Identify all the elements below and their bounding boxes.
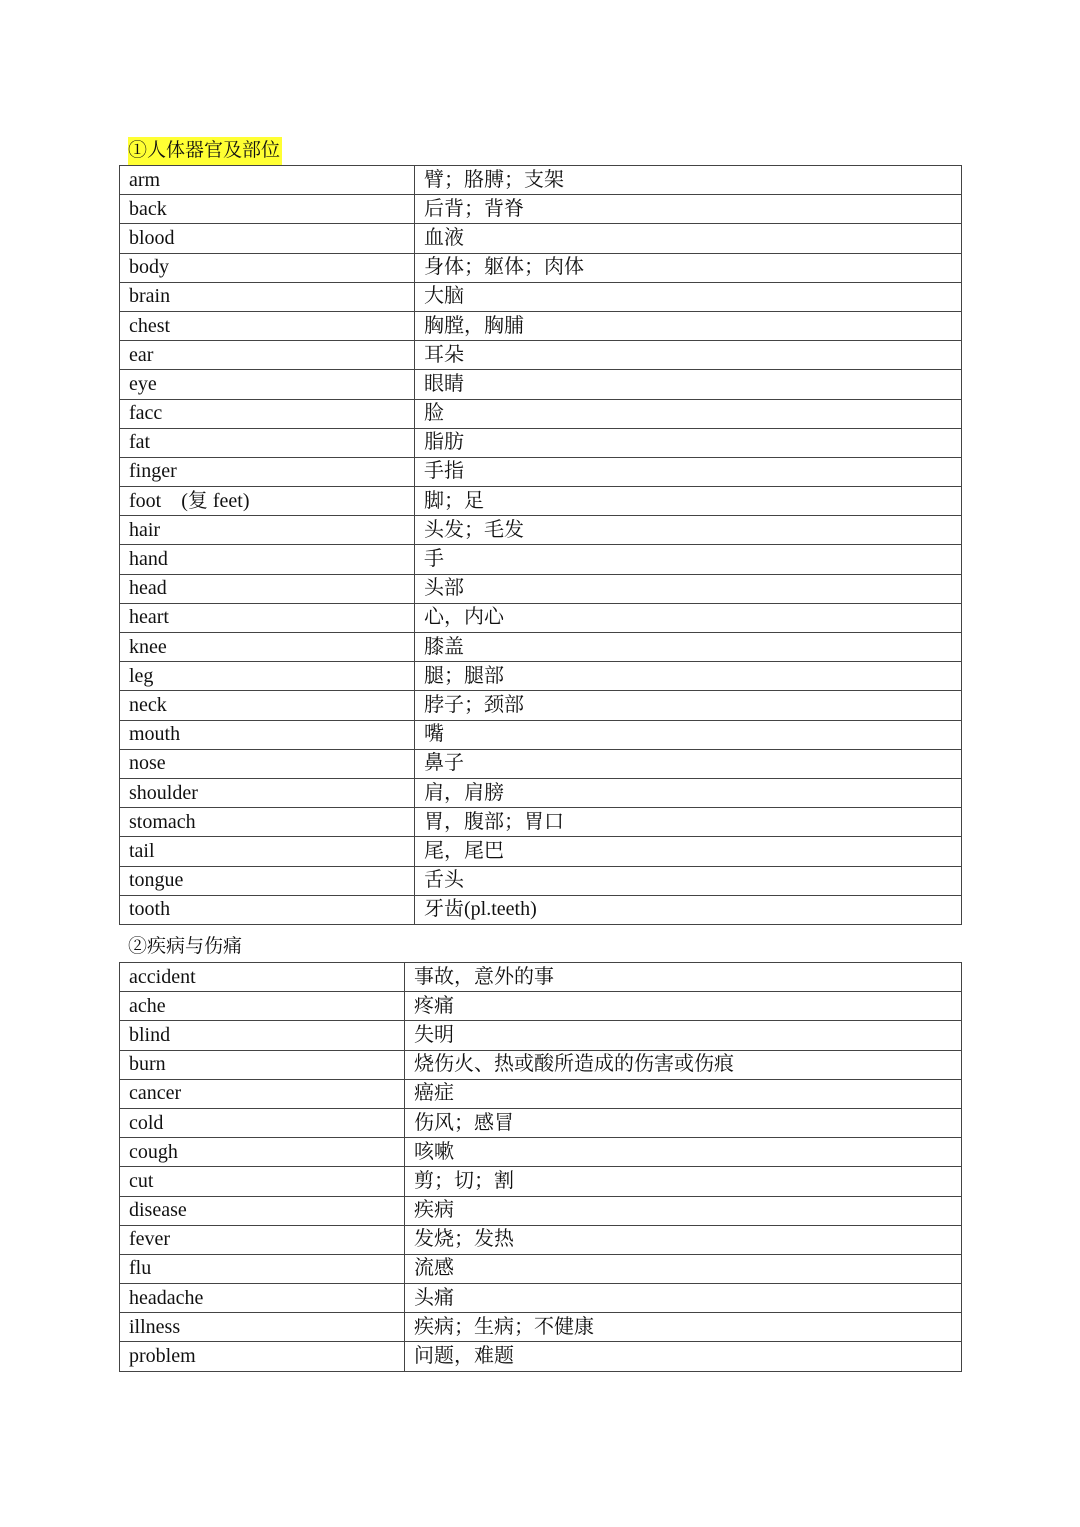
chinese-meaning-cell: 腿；腿部: [415, 662, 962, 691]
english-word-cell: ache: [120, 992, 405, 1021]
english-word-cell: chest: [120, 311, 415, 340]
english-word-cell: nose: [120, 749, 415, 778]
english-word-cell: cold: [120, 1108, 405, 1137]
english-word-cell: illness: [120, 1313, 405, 1342]
chinese-meaning-cell: 发烧；发热: [405, 1225, 962, 1254]
table-row: [120, 1196, 962, 1225]
table-row: [120, 1284, 962, 1313]
table-row: [120, 778, 962, 807]
vocab-table-body-parts: [119, 165, 962, 925]
english-word-cell: shoulder: [120, 778, 415, 807]
table-row: [120, 487, 962, 516]
english-word-cell: tongue: [120, 866, 415, 895]
table-row: [120, 166, 962, 195]
english-word-cell: neck: [120, 691, 415, 720]
chinese-meaning-cell: 头发；毛发: [415, 516, 962, 545]
english-word-cell: headache: [120, 1284, 405, 1313]
chinese-meaning-cell: 头痛: [405, 1284, 962, 1313]
english-word-cell: hair: [120, 516, 415, 545]
chinese-meaning-cell: 血液: [415, 224, 962, 253]
chinese-meaning-cell: 鼻子: [415, 749, 962, 778]
chinese-meaning-cell: 耳朵: [415, 341, 962, 370]
table-row: [120, 1167, 962, 1196]
table-row: [120, 1138, 962, 1167]
chinese-meaning-cell: 臂；胳膊；支架: [415, 166, 962, 195]
english-word-cell: brain: [120, 282, 415, 311]
english-word-cell: fever: [120, 1225, 405, 1254]
chinese-meaning-cell: 手: [415, 545, 962, 574]
table-row: [120, 311, 962, 340]
section-title-body-parts: ①人体器官及部位: [128, 137, 282, 165]
table-row: [120, 399, 962, 428]
chinese-meaning-cell: 事故，意外的事: [405, 963, 962, 992]
chinese-meaning-cell: 肩，肩膀: [415, 778, 962, 807]
english-word-cell: cancer: [120, 1079, 405, 1108]
chinese-meaning-cell: 疾病；生病；不健康: [405, 1313, 962, 1342]
english-word-cell: blind: [120, 1021, 405, 1050]
table-row: [120, 866, 962, 895]
english-word-cell: eye: [120, 370, 415, 399]
table-row: [120, 195, 962, 224]
table-row: [120, 691, 962, 720]
chinese-meaning-cell: 癌症: [405, 1079, 962, 1108]
vocab-table-diseases: [119, 962, 962, 1372]
chinese-meaning-cell: 流感: [405, 1254, 962, 1283]
table-row: [120, 895, 962, 924]
chinese-meaning-cell: 身体；躯体；肉体: [415, 253, 962, 282]
english-word-cell: facc: [120, 399, 415, 428]
chinese-meaning-cell: 大脑: [415, 282, 962, 311]
table-row: [120, 633, 962, 662]
table-row: [120, 282, 962, 311]
chinese-meaning-cell: 尾，尾巴: [415, 837, 962, 866]
table-row: [120, 370, 962, 399]
chinese-meaning-cell: 心，内心: [415, 603, 962, 632]
english-word-cell: blood: [120, 224, 415, 253]
english-word-cell: accident: [120, 963, 405, 992]
table-row: [120, 574, 962, 603]
english-word-cell: arm: [120, 166, 415, 195]
table-row: [120, 1225, 962, 1254]
chinese-meaning-cell: 手指: [415, 457, 962, 486]
table-row: [120, 749, 962, 778]
table-row: [120, 662, 962, 691]
table-row: [120, 1254, 962, 1283]
english-word-cell: foot (复 feet): [120, 487, 415, 516]
english-word-cell: body: [120, 253, 415, 282]
chinese-meaning-cell: 咳嗽: [405, 1138, 962, 1167]
table-row: [120, 720, 962, 749]
chinese-meaning-cell: 脖子；颈部: [415, 691, 962, 720]
english-word-cell: cough: [120, 1138, 405, 1167]
chinese-meaning-cell: 伤风；感冒: [405, 1108, 962, 1137]
table-row: [120, 1050, 962, 1079]
english-word-cell: hand: [120, 545, 415, 574]
chinese-meaning-cell: 头部: [415, 574, 962, 603]
english-word-cell: finger: [120, 457, 415, 486]
section-title-diseases: ②疾病与伤痛: [128, 936, 243, 957]
english-word-cell: fat: [120, 428, 415, 457]
english-word-cell: disease: [120, 1196, 405, 1225]
table-row: [120, 837, 962, 866]
table-row: [120, 603, 962, 632]
chinese-meaning-cell: 膝盖: [415, 633, 962, 662]
chinese-meaning-cell: 脂肪: [415, 428, 962, 457]
table-row: [120, 516, 962, 545]
english-word-cell: knee: [120, 633, 415, 662]
english-word-cell: burn: [120, 1050, 405, 1079]
table-row: [120, 1342, 962, 1371]
english-word-cell: back: [120, 195, 415, 224]
chinese-meaning-cell: 脸: [415, 399, 962, 428]
table-row: [120, 992, 962, 1021]
english-word-cell: tooth: [120, 895, 415, 924]
english-word-cell: cut: [120, 1167, 405, 1196]
english-word-cell: heart: [120, 603, 415, 632]
chinese-meaning-cell: 眼睛: [415, 370, 962, 399]
chinese-meaning-cell: 胸膛，胸脯: [415, 311, 962, 340]
chinese-meaning-cell: 疾病: [405, 1196, 962, 1225]
table-row: [120, 963, 962, 992]
chinese-meaning-cell: 问题，难题: [405, 1342, 962, 1371]
chinese-meaning-cell: 烧伤火、热或酸所造成的伤害或伤痕: [405, 1050, 962, 1079]
table-row: [120, 224, 962, 253]
table-row: [120, 808, 962, 837]
english-word-cell: leg: [120, 662, 415, 691]
chinese-meaning-cell: 后背；背脊: [415, 195, 962, 224]
table-row: [120, 545, 962, 574]
chinese-meaning-cell: 脚；足: [415, 487, 962, 516]
chinese-meaning-cell: 舌头: [415, 866, 962, 895]
chinese-meaning-cell: 胃，腹部；胃口: [415, 808, 962, 837]
english-word-cell: tail: [120, 837, 415, 866]
english-word-cell: flu: [120, 1254, 405, 1283]
english-word-cell: stomach: [120, 808, 415, 837]
english-word-cell: mouth: [120, 720, 415, 749]
table-row: [120, 457, 962, 486]
table-row: [120, 253, 962, 282]
table-row: [120, 1313, 962, 1342]
english-word-cell: ear: [120, 341, 415, 370]
chinese-meaning-cell: 疼痛: [405, 992, 962, 1021]
table-row: [120, 428, 962, 457]
chinese-meaning-cell: 失明: [405, 1021, 962, 1050]
table-row: [120, 1021, 962, 1050]
chinese-meaning-cell: 嘴: [415, 720, 962, 749]
table-row: [120, 1079, 962, 1108]
chinese-meaning-cell: 剪；切；割: [405, 1167, 962, 1196]
chinese-meaning-cell: 牙齿(pl.teeth): [415, 895, 962, 924]
table-row: [120, 1108, 962, 1137]
table-row: [120, 341, 962, 370]
english-word-cell: head: [120, 574, 415, 603]
english-word-cell: problem: [120, 1342, 405, 1371]
